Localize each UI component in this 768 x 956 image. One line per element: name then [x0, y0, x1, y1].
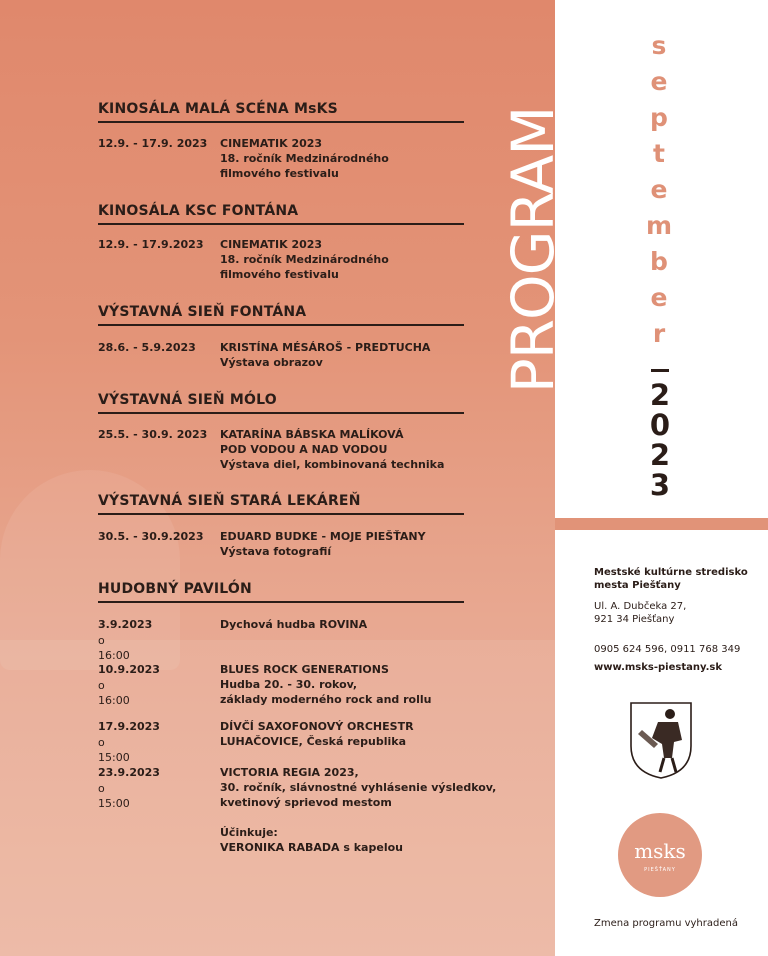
- month-vertical: [636, 28, 682, 352]
- event-line: základy moderného rock and rollu: [220, 693, 432, 706]
- event-line: VICTORIA REGIA 2023,: [220, 766, 359, 779]
- program-title-text: PROGRAM: [499, 106, 567, 394]
- accent-strip: [555, 518, 768, 530]
- event-time: o 16:00: [98, 634, 130, 662]
- event-description: [220, 340, 500, 370]
- event-date: 3.9.2023: [98, 618, 153, 631]
- event-line: BLUES ROCK GENERATIONS: [220, 663, 389, 676]
- event-line: Dychová hudba ROVINA: [220, 618, 368, 631]
- event-line: CINEMATIK 2023: [220, 238, 323, 251]
- year-digit: 2: [649, 438, 671, 472]
- event-line: Účinkuje:: [220, 826, 278, 839]
- event-line: EDUARD BUDKE - MOJE PIEŠŤANY: [220, 530, 426, 543]
- month-letter: m: [645, 211, 673, 240]
- event-line: VERONIKA RABADA s kapelou: [220, 841, 403, 854]
- year-digit: 2: [649, 378, 671, 412]
- month-letter: e: [650, 283, 668, 312]
- event-line: 30. ročník, slávnostné vyhlásenie výsledkov,: [220, 781, 497, 794]
- phone-numbers: 0905 624 596, 0911 768 349: [594, 644, 741, 655]
- event-line: Výstava fotografií: [220, 545, 332, 558]
- section-header: [98, 392, 464, 414]
- organization-name: [594, 566, 748, 592]
- event-line: CINEMATIK 2023: [220, 137, 323, 150]
- address: [594, 600, 686, 626]
- msks-logo: [618, 813, 702, 897]
- event-date: 10.9.2023: [98, 663, 160, 676]
- section-title: VÝSTAVNÁ SIEŇ MÓLO: [98, 392, 464, 414]
- org-line: mesta Piešťany: [594, 580, 681, 591]
- event-line: POD VODOU A NAD VODOU: [220, 443, 388, 456]
- footer-note: Zmena programu vyhradená: [594, 918, 738, 929]
- event-description: [220, 765, 500, 855]
- year-digit: 3: [649, 468, 671, 502]
- month-letter: p: [650, 103, 668, 132]
- event-line: Hudba 20. - 30. rokov,: [220, 678, 358, 691]
- event-date: 25.5. - 30.9. 2023: [98, 428, 208, 441]
- event-description: [220, 427, 500, 472]
- event-line: kvetinový sprievod mestom: [220, 796, 392, 809]
- event-date: 28.6. - 5.9.2023: [98, 341, 196, 354]
- event-date: 23.9.2023: [98, 766, 160, 779]
- month-letter: s: [651, 31, 667, 60]
- event-line: filmového festivalu: [220, 167, 339, 180]
- section-header: [98, 203, 464, 225]
- event-line: DÍVČÍ SAXOFONOVÝ ORCHESTR: [220, 720, 414, 733]
- event-date: 12.9. - 17.9.2023: [98, 238, 204, 251]
- section-title: HUDOBNÝ PAVILÓN: [98, 581, 464, 603]
- event-time: o 15:00: [98, 782, 130, 810]
- section-header: [98, 101, 464, 123]
- section-title: KINOSÁLA KSC FONTÁNA: [98, 203, 464, 225]
- section-title: VÝSTAVNÁ SIEŇ FONTÁNA: [98, 304, 464, 326]
- section-title: VÝSTAVNÁ SIEŇ STARÁ LEKÁREŇ: [98, 493, 464, 515]
- event-line: 18. ročník Medzinárodného: [220, 253, 389, 266]
- event-description: [220, 237, 500, 282]
- month-letter: e: [650, 175, 668, 204]
- section-title: KINOSÁLA MALÁ SCÉNA MsKS: [98, 101, 464, 123]
- month-letter: e: [650, 67, 668, 96]
- event-time: o 16:00: [98, 679, 130, 707]
- month-letter: r: [652, 319, 666, 348]
- event-time: o 15:00: [98, 736, 130, 764]
- year-digit: 0: [649, 408, 671, 442]
- org-line: Mestské kultúrne stredisko: [594, 567, 748, 578]
- event-line: Výstava diel, kombinovaná technika: [220, 458, 445, 471]
- event-description: [220, 136, 500, 181]
- event-description: [220, 529, 500, 559]
- section-header: [98, 581, 464, 603]
- website-link[interactable]: www.msks-piestany.sk: [594, 662, 722, 673]
- event-line: KATARÍNA BÁBSKA MALÍKOVÁ: [220, 428, 404, 441]
- address-line: Ul. A. Dubčeka 27,: [594, 601, 687, 612]
- city-coat-of-arms-icon: [628, 700, 694, 780]
- section-header: [98, 493, 464, 515]
- address-line: 921 34 Piešťany: [594, 614, 675, 625]
- month-letter: t: [653, 139, 665, 168]
- logo-subtext: PIEŠŤANY: [644, 867, 676, 873]
- event-line: [220, 810, 500, 825]
- year-vertical: [640, 380, 680, 500]
- event-description: [220, 662, 500, 707]
- event-description: [220, 719, 500, 749]
- event-line: filmového festivalu: [220, 268, 339, 281]
- event-description: [220, 617, 500, 632]
- event-line: KRISTÍNA MÉSÁROŠ - PREDTUCHA: [220, 341, 431, 354]
- logo-text: msks: [634, 839, 686, 863]
- event-line: 18. ročník Medzinárodného: [220, 152, 389, 165]
- event-date: 12.9. - 17.9. 2023: [98, 137, 208, 150]
- event-line: LUHAČOVICE, Česká republika: [220, 735, 406, 748]
- section-header: [98, 304, 464, 326]
- program-vertical-title: [499, 100, 567, 400]
- event-date: 30.5. - 30.9.2023: [98, 530, 204, 543]
- month-letter: b: [650, 247, 668, 276]
- event-date: 17.9.2023: [98, 720, 160, 733]
- event-line: Výstava obrazov: [220, 356, 323, 369]
- month-year-divider: [651, 369, 669, 372]
